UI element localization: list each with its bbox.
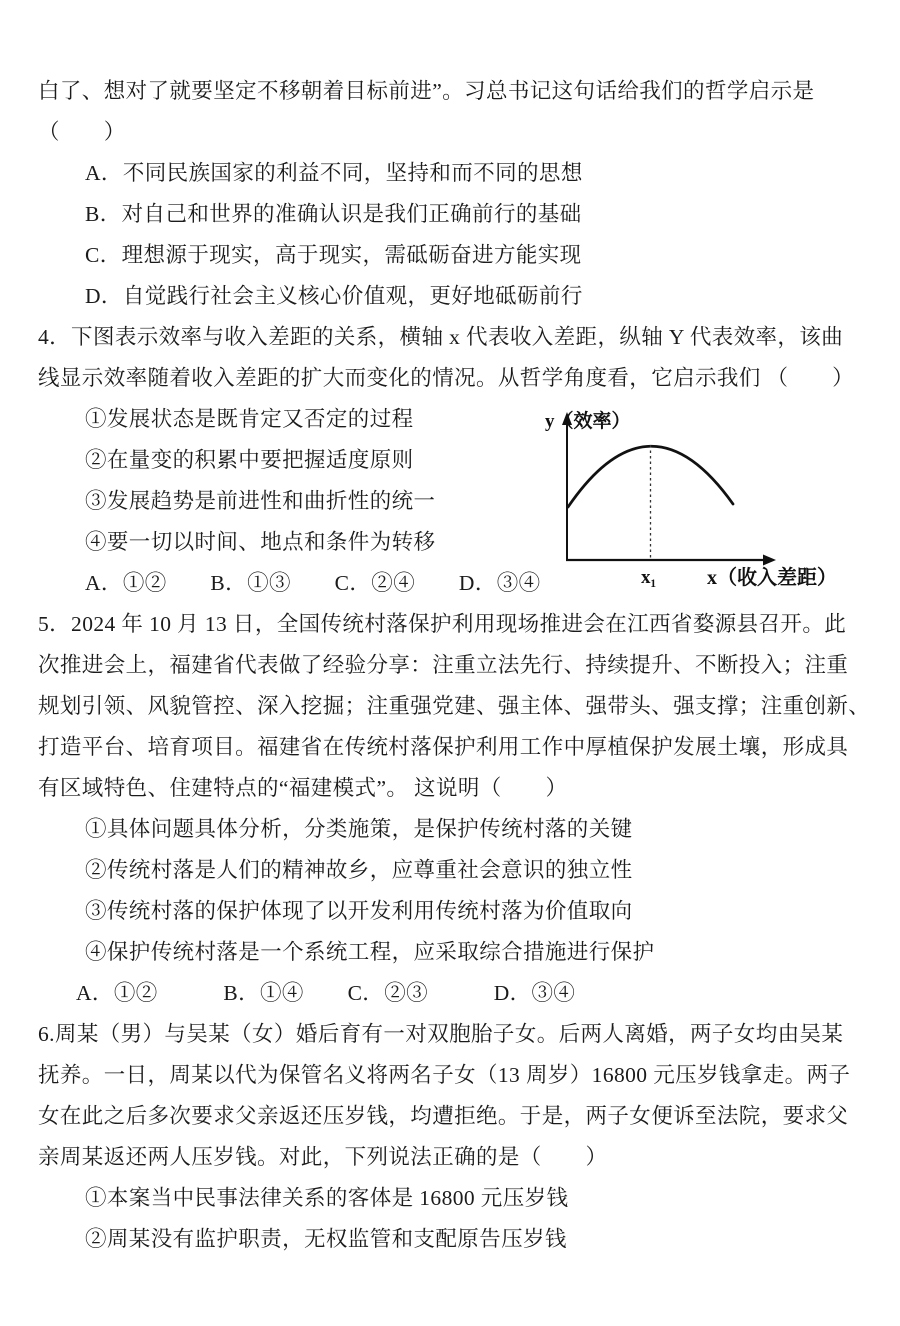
statement-1: ①本案当中民事法律关系的客体是 16800 元压岁钱 [85, 1186, 569, 1210]
chart-y-axis-label: y（效率） [545, 411, 631, 432]
question-stem-line: （ ） [38, 120, 126, 144]
question-stem-line: 5．2024 年 10 月 13 日，全国传统村落保护利用现场推进会在江西省婺源县召开。此 [38, 612, 847, 636]
statement-2: ②周某没有监护职责，无权监管和支配原告压岁钱 [85, 1227, 567, 1251]
question-stem-line: 线显示效率随着收入差距的扩大而变化的情况。从哲学角度看，它启示我们 （ ） [38, 366, 855, 390]
statement-3: ③发展趋势是前进性和曲折性的统一 [85, 489, 436, 513]
statement-2: ②传统村落是人们的精神故乡，应尊重社会意识的独立性 [85, 858, 633, 882]
question-stem-line: 抚养。一日，周某以代为保管名义将两名子女（13 周岁）16800 元压岁钱拿走。两子 [38, 1063, 851, 1087]
question-stem-line: 女在此之后多次要求父亲返还压岁钱，均遭拒绝。于是，两子女便诉至法院，要求父 [38, 1104, 849, 1128]
question-4 [38, 317, 870, 604]
question-stem-line: 亲周某返还两人压岁钱。对此，下列说法正确的是（ ） [38, 1145, 608, 1169]
question-stem-line: 次推进会上，福建省代表做了经验分享：注重立法先行、持续提升、不断投入；注重 [38, 653, 849, 677]
question-4-body [38, 399, 870, 604]
efficiency-curve [568, 446, 733, 507]
statement-1: ①具体问题具体分析，分类施策，是保护传统村落的关键 [85, 817, 633, 841]
x-axis-arrow-icon [763, 555, 776, 566]
question-stem-line: 打造平台、培育项目。福建省在传统村落保护利用工作中厚植保护发展土壤，形成具 [38, 735, 849, 759]
choices-row: A．①② B．①③ C．②④ D．③④ [85, 571, 541, 595]
statement-1: ①发展状态是既肯定又否定的过程 [85, 407, 414, 431]
efficiency-income-gap-chart [535, 403, 887, 591]
option-b: B．对自己和世界的准确认识是我们正确前行的基础 [85, 202, 582, 226]
option-d: D．自觉践行社会主义核心价值观，更好地砥砺前行 [85, 284, 583, 308]
chart-canvas [535, 403, 887, 591]
question-6 [38, 1014, 870, 1260]
question-stem-line: 白了、想对了就要坚定不移朝着目标前进”。习总书记这句话给我们的哲学启示是 [38, 79, 815, 103]
statement-3: ③传统村落的保护体现了以开发利用传统村落为价值取向 [85, 899, 633, 923]
question-5 [38, 604, 870, 1014]
statement-2: ②在量变的积累中要把握适度原则 [85, 448, 414, 472]
question-3-continued [38, 71, 870, 317]
option-a: A．不同民族国家的利益不同，坚持和而不同的思想 [85, 161, 583, 185]
choices-row: A．①② B．①④ C．②③ D．③④ [76, 981, 576, 1005]
question-stem-line: 6.周某（男）与吴某（女）婚后育有一对双胞胎子女。后两人离婚，两子女均由吴某 [38, 1022, 844, 1046]
question-stem-line: 4．下图表示效率与收入差距的关系，横轴 x 代表收入差距，纵轴 Y 代表效率，该曲 [38, 325, 844, 349]
chart-x1-tick-label: x₁ [641, 567, 657, 588]
chart-x-axis-label: x（收入差距） [707, 567, 837, 589]
question-stem-line: 有区域特色、住建特点的“福建模式”。 这说明（ ） [38, 776, 568, 800]
option-c: C．理想源于现实，高于现实，需砥砺奋进方能实现 [85, 243, 582, 267]
statement-4: ④要一切以时间、地点和条件为转移 [85, 530, 436, 554]
question-stem-line: 规划引领、风貌管控、深入挖掘；注重强党建、强主体、强带头、强支撑；注重创新、 [38, 694, 871, 718]
statement-4: ④保护传统村落是一个系统工程，应采取综合措施进行保护 [85, 940, 655, 964]
